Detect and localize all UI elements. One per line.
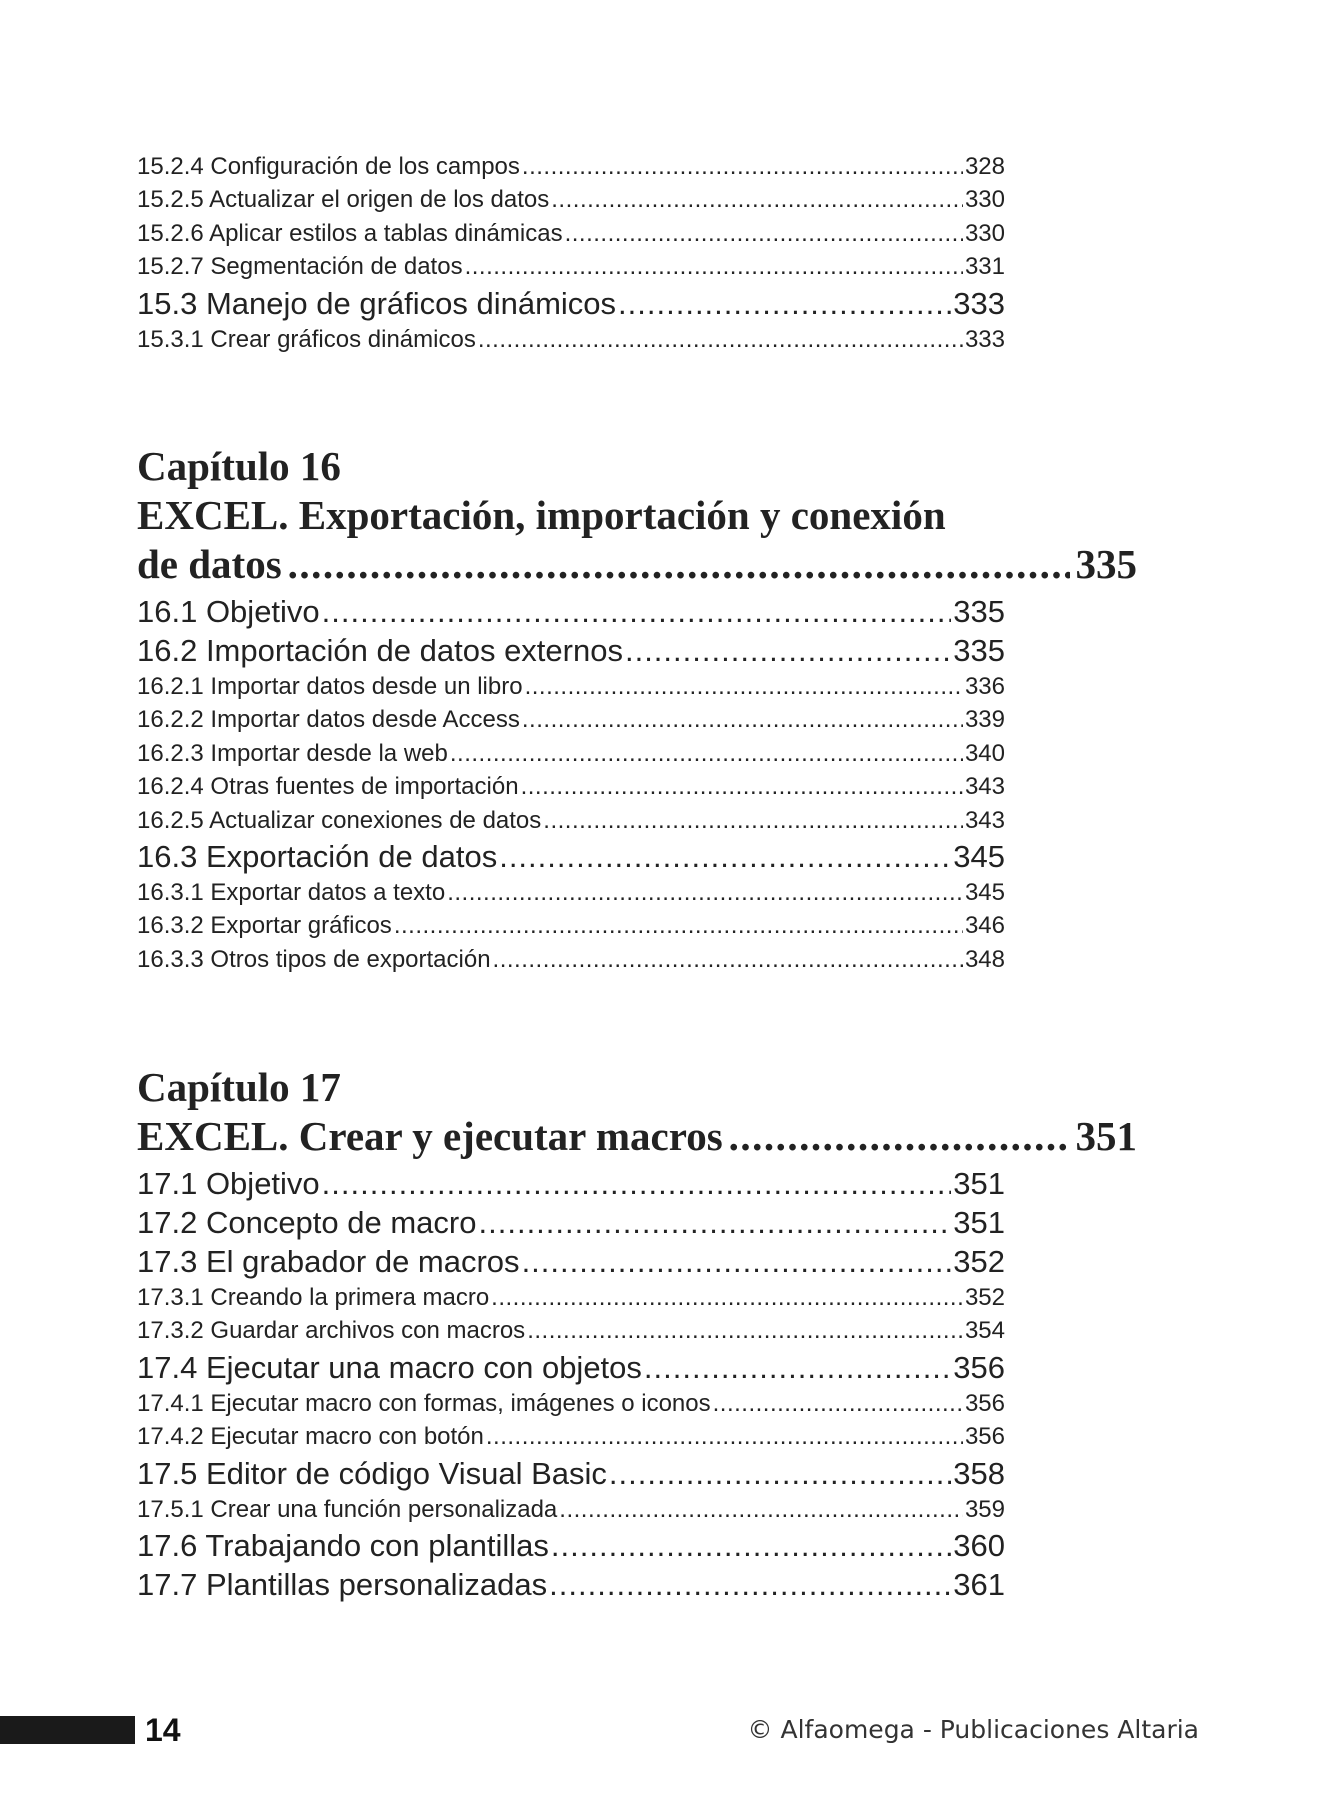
leader-dots bbox=[713, 1387, 963, 1420]
toc-entry[interactable] bbox=[137, 1565, 1005, 1604]
chapter-16 bbox=[137, 442, 1137, 589]
leader-dots bbox=[499, 837, 951, 876]
toc-entry-label: 16.2.1 Importar datos desde un libro bbox=[137, 673, 523, 700]
leader-dots bbox=[522, 150, 963, 183]
leader-dots bbox=[394, 909, 963, 942]
toc-entry-label: 16.2.3 Importar desde la web bbox=[137, 739, 448, 767]
toc-entry-label: 16.3.1 Exportar datos a texto bbox=[137, 879, 446, 907]
toc-entry-page: 352 bbox=[953, 1244, 1005, 1279]
leader-dots bbox=[521, 770, 963, 803]
toc-entry-page: 333 bbox=[964, 325, 1005, 353]
leader-dots bbox=[493, 943, 963, 976]
toc-entry-page: 339 bbox=[964, 706, 1005, 734]
toc-entry[interactable] bbox=[137, 837, 1005, 876]
chapter-17-number: Capítulo 17 bbox=[137, 1064, 341, 1110]
toc-entry-page: 333 bbox=[953, 285, 1005, 321]
toc-entry[interactable] bbox=[137, 1281, 1005, 1314]
toc-entry[interactable] bbox=[137, 770, 1005, 803]
toc-entry-label: 17.3 El grabador de macros bbox=[137, 1244, 520, 1279]
toc-entry[interactable] bbox=[137, 217, 1005, 250]
toc-entry-page: 335 bbox=[953, 633, 1005, 668]
toc-entry-label: 17.5 Editor de código Visual Basic bbox=[137, 1455, 607, 1491]
toc-entry[interactable] bbox=[137, 670, 1005, 703]
toc-entry-label: 15.2.6 Aplicar estilos a tablas dinámicas bbox=[137, 219, 563, 247]
toc-entry-label: 17.6 Trabajando con plantillas bbox=[137, 1528, 549, 1564]
toc-entry-label: 16.2.5 Actualizar conexiones de datos bbox=[137, 806, 542, 834]
toc-entry[interactable] bbox=[137, 703, 1005, 736]
toc-entry[interactable] bbox=[137, 943, 1005, 976]
toc-entry-label: 17.3.1 Creando la primera macro bbox=[137, 1284, 490, 1311]
toc-entry-label: 16.3 Exportación de datos bbox=[137, 839, 498, 875]
toc-entry[interactable] bbox=[137, 876, 1005, 909]
leader-dots bbox=[522, 1242, 952, 1281]
leader-dots bbox=[551, 183, 963, 216]
toc-entry-page: 343 bbox=[964, 806, 1005, 834]
toc-entry[interactable] bbox=[137, 631, 1005, 670]
toc-entry-label: 15.3 Manejo de gráficos dinámicos bbox=[137, 285, 617, 321]
toc-entry-label: 17.3.2 Guardar archivos con macros bbox=[137, 1317, 526, 1345]
leader-dots bbox=[644, 1348, 951, 1387]
page-number: 14 bbox=[145, 1712, 181, 1748]
toc-entry[interactable] bbox=[137, 1314, 1005, 1347]
toc-entry-label: 17.4.1 Ejecutar macro con formas, imágenes o iconos bbox=[137, 1389, 711, 1417]
toc-entry-label: 15.2.5 Actualizar el origen de los datos bbox=[137, 186, 550, 214]
chapter-16-number: Capítulo 16 bbox=[137, 443, 341, 489]
toc-entry-label: 16.1 Objetivo bbox=[137, 594, 320, 629]
chapter-17 bbox=[137, 1063, 1137, 1161]
toc-entry[interactable] bbox=[137, 1493, 1005, 1526]
leader-dots bbox=[565, 217, 963, 250]
leader-dots bbox=[559, 1493, 963, 1526]
toc-entry-page: 361 bbox=[953, 1567, 1005, 1603]
chapter-17-page: 351 bbox=[1075, 1113, 1137, 1159]
toc-entry[interactable] bbox=[137, 1242, 1005, 1281]
toc-entry-label: 15.2.4 Configuración de los campos bbox=[137, 153, 520, 180]
leader-dots bbox=[618, 284, 951, 323]
toc-entry-page: 348 bbox=[964, 945, 1005, 973]
toc-entry-page: 343 bbox=[964, 773, 1005, 801]
toc-entry[interactable] bbox=[137, 1454, 1005, 1493]
toc-entry-page: 345 bbox=[953, 839, 1005, 875]
chapter-16-page: 335 bbox=[1075, 541, 1137, 587]
leader-dots bbox=[486, 1420, 963, 1453]
footer-bar bbox=[0, 1716, 135, 1744]
toc-entry-page: 351 bbox=[953, 1166, 1005, 1201]
toc-entry-page: 356 bbox=[964, 1389, 1005, 1417]
toc-entry-label: 15.2.7 Segmentación de datos bbox=[137, 253, 463, 281]
toc-entry-page: 354 bbox=[964, 1317, 1005, 1345]
leader-dots bbox=[527, 1314, 963, 1347]
leader-dots bbox=[450, 737, 963, 770]
leader-dots bbox=[549, 1565, 951, 1604]
toc-entry-page: 356 bbox=[953, 1349, 1005, 1385]
publisher-credit: © Alfaomega - Publicaciones Altaria bbox=[747, 1715, 1199, 1744]
toc-entry[interactable] bbox=[137, 284, 1005, 323]
leader-dots bbox=[491, 1281, 963, 1314]
chapter-16-title-line1: EXCEL. Exportación, importación y conexión bbox=[137, 492, 946, 538]
toc-entry[interactable] bbox=[137, 183, 1005, 216]
toc-entry-label: 16.3.3 Otros tipos de exportación bbox=[137, 945, 491, 973]
toc-entry[interactable] bbox=[137, 323, 1005, 356]
toc-entry-label: 15.3.1 Crear gráficos dinámicos bbox=[137, 325, 476, 353]
toc-entry-page: 335 bbox=[953, 594, 1005, 629]
toc-entry-label: 16.2 Importación de datos externos bbox=[137, 633, 623, 668]
toc-entry[interactable] bbox=[137, 909, 1005, 942]
toc-entry-page: 359 bbox=[964, 1495, 1005, 1523]
toc-entry-label: 17.4 Ejecutar una macro con objetos bbox=[137, 1349, 642, 1385]
toc-entry-page: 330 bbox=[964, 219, 1005, 247]
leader-dots bbox=[447, 876, 963, 909]
toc-entry-label: 16.2.4 Otras fuentes de importación bbox=[137, 773, 519, 801]
toc-entry-label: 17.1 Objetivo bbox=[137, 1166, 320, 1201]
toc-entry[interactable] bbox=[137, 804, 1005, 837]
toc-entry[interactable] bbox=[137, 737, 1005, 770]
toc-entry[interactable] bbox=[137, 250, 1005, 283]
leader-dots bbox=[729, 1112, 1070, 1161]
toc-entry-label: 17.4.2 Ejecutar macro con botón bbox=[137, 1423, 484, 1451]
leader-dots bbox=[288, 540, 1070, 589]
toc-entry-page: 356 bbox=[964, 1423, 1005, 1451]
toc-entry-page: 358 bbox=[953, 1455, 1005, 1491]
toc-entry-label: 16.2.2 Importar datos desde Access bbox=[137, 706, 520, 734]
toc-entry-page: 345 bbox=[964, 879, 1005, 907]
chapter-16-title-row[interactable] bbox=[137, 540, 1137, 589]
chapter-17-entries bbox=[137, 1164, 1005, 1604]
toc-entry-label: 17.5.1 Crear una función personalizada bbox=[137, 1495, 558, 1523]
leader-dots bbox=[322, 1164, 952, 1203]
toc-entry-page: 328 bbox=[964, 153, 1005, 180]
toc-entry[interactable] bbox=[137, 1526, 1005, 1565]
toc-entry[interactable] bbox=[137, 592, 1005, 631]
chapter-17-title: EXCEL. Crear y ejecutar macros bbox=[137, 1113, 723, 1159]
toc-entry-page: 330 bbox=[964, 186, 1005, 214]
toc-entry[interactable] bbox=[137, 1164, 1005, 1203]
toc-entry-page: 360 bbox=[953, 1528, 1005, 1564]
toc-entry-page: 352 bbox=[964, 1284, 1005, 1311]
toc-entry-label: 17.2 Concepto de macro bbox=[137, 1205, 477, 1240]
leader-dots bbox=[551, 1526, 951, 1565]
toc-entry-label: 16.3.2 Exportar gráficos bbox=[137, 912, 392, 940]
leader-dots bbox=[479, 1203, 952, 1242]
leader-dots bbox=[478, 323, 963, 356]
toc-entry[interactable] bbox=[137, 1387, 1005, 1420]
leader-dots bbox=[522, 703, 963, 736]
toc-entry[interactable] bbox=[137, 1348, 1005, 1387]
leader-dots bbox=[322, 592, 952, 631]
toc-entry[interactable] bbox=[137, 150, 1005, 183]
toc-entry-page: 346 bbox=[964, 912, 1005, 940]
leader-dots bbox=[609, 1454, 951, 1493]
toc-entry-page: 351 bbox=[953, 1205, 1005, 1240]
toc-entry-page: 336 bbox=[964, 673, 1005, 700]
leader-dots bbox=[543, 804, 963, 837]
toc-entry[interactable] bbox=[137, 1203, 1005, 1242]
leader-dots bbox=[625, 631, 951, 670]
leader-dots bbox=[465, 250, 963, 283]
toc-top-entries bbox=[137, 150, 1005, 356]
toc-entry-page: 331 bbox=[964, 253, 1005, 281]
toc-entry[interactable] bbox=[137, 1420, 1005, 1453]
toc-entry-label: 17.7 Plantillas personalizadas bbox=[137, 1567, 548, 1603]
chapter-16-entries bbox=[137, 592, 1005, 976]
toc-entry-page: 340 bbox=[964, 739, 1005, 767]
leader-dots bbox=[525, 670, 963, 703]
chapter-16-title-line2: de datos bbox=[137, 541, 282, 587]
chapter-17-title-row[interactable] bbox=[137, 1112, 1137, 1161]
